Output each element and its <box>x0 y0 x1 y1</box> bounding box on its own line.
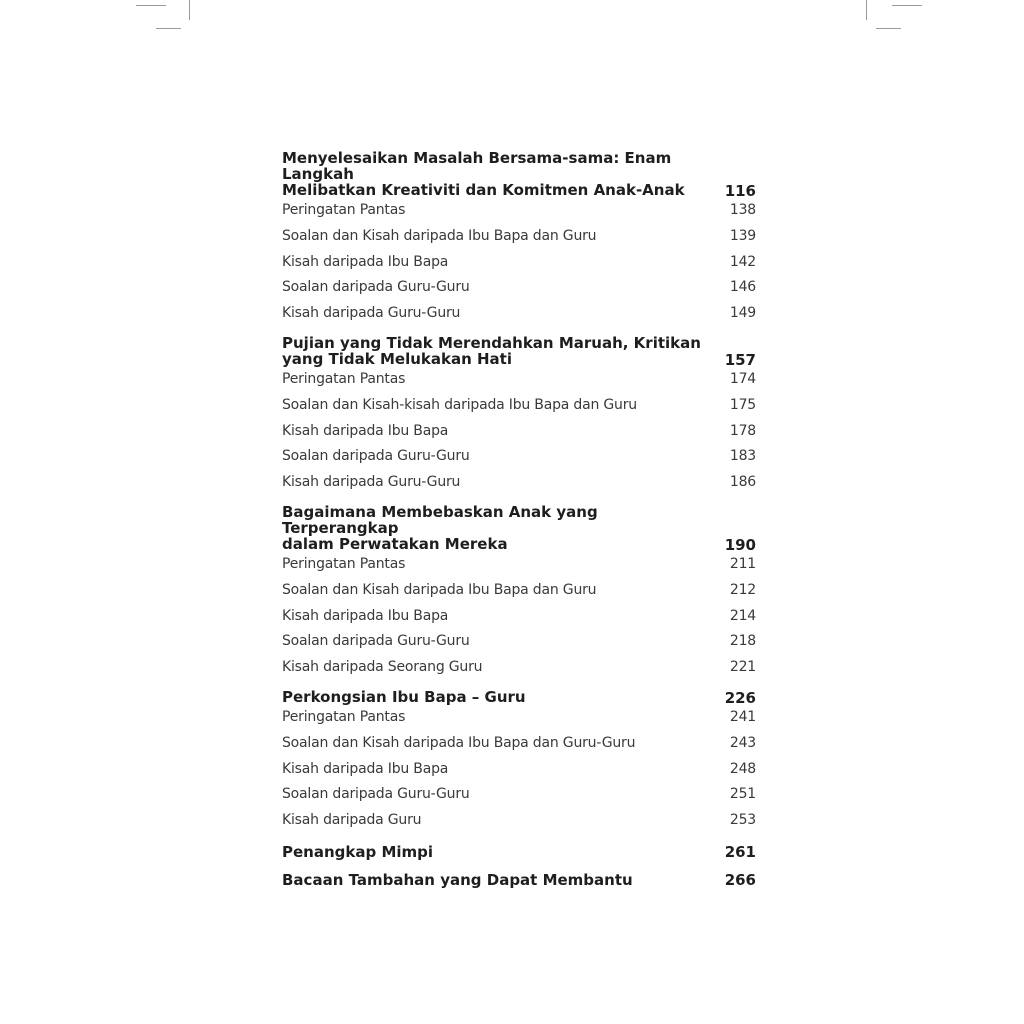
crop-mark-top-right-h2 <box>876 28 901 29</box>
chapter-heading <box>282 689 756 705</box>
toc-entry-label: Peringatan Pantas <box>282 555 406 572</box>
toc-entry-label: Soalan dan Kisah daripada Ibu Bapa dan Guru-Guru <box>282 734 636 751</box>
toc-section <box>282 504 756 681</box>
toc-entry <box>282 393 756 419</box>
crop-mark-top-left-v <box>189 0 190 20</box>
toc-entry-page-number: 218 <box>729 633 756 650</box>
toc-entry-label: Soalan dan Kisah daripada Ibu Bapa dan Guru <box>282 581 597 598</box>
toc-section <box>282 335 756 496</box>
toc-entry-page-number: 178 <box>729 422 756 439</box>
toc-entry-label: Peringatan Pantas <box>282 370 406 387</box>
toc-entry-page-number: 186 <box>729 474 756 491</box>
toc-entry-page-number: 146 <box>729 279 756 296</box>
toc-entry <box>282 301 756 327</box>
toc-entry-page-number: 175 <box>729 396 756 413</box>
toc-entry <box>282 198 756 224</box>
toc-entry-label: Peringatan Pantas <box>282 708 406 725</box>
toc-entry-page-number: 214 <box>729 607 756 624</box>
toc-entry <box>282 419 756 445</box>
toc-entry-page-number: 138 <box>729 202 756 218</box>
toc-entry <box>282 604 756 630</box>
chapter-heading <box>282 838 756 866</box>
chapter-title-line: Melibatkan Kreativiti dan Komitmen Anak-Anak <box>282 181 685 199</box>
chapter-page-number: 116 <box>724 182 756 200</box>
toc-entry <box>282 731 756 757</box>
toc-entry <box>282 629 756 655</box>
toc-entry <box>282 367 756 393</box>
chapter-heading <box>282 150 756 198</box>
chapter-title: Penangkap Mimpi <box>282 842 434 861</box>
toc-entry-label: Peringatan Pantas <box>282 202 406 218</box>
toc-entry-page-number: 241 <box>729 708 756 725</box>
toc-section <box>282 689 756 834</box>
crop-mark-top-right-v <box>866 0 867 20</box>
chapter-page-number: 261 <box>724 842 756 861</box>
toc-entry-label: Kisah daripada Seorang Guru <box>282 659 483 676</box>
toc-entry <box>282 470 756 496</box>
toc-entry-label: Soalan daripada Guru-Guru <box>282 448 470 465</box>
toc-entry-page-number: 211 <box>729 555 756 572</box>
chapter-title-line: Perkongsian Ibu Bapa – Guru <box>282 687 526 706</box>
chapter-title-line: dalam Perwatakan Mereka <box>282 534 508 553</box>
toc-entry-label: Soalan daripada Guru-Guru <box>282 786 470 803</box>
toc-entry-label: Kisah daripada Guru <box>282 812 422 829</box>
crop-mark-top-right-h <box>892 5 922 6</box>
toc-entry-label: Kisah daripada Ibu Bapa <box>282 760 449 777</box>
toc-entry <box>282 757 756 783</box>
chapter-title: Bacaan Tambahan yang Dapat Membantu <box>282 870 633 889</box>
toc-section <box>282 150 756 327</box>
toc-entry <box>282 444 756 470</box>
chapter-page-number: 226 <box>724 688 756 707</box>
toc-entry <box>282 578 756 604</box>
toc-entry-page-number: 251 <box>729 786 756 803</box>
chapter-heading <box>282 335 756 367</box>
toc-entry-page-number: 174 <box>729 370 756 387</box>
toc-entry-page-number: 248 <box>729 760 756 777</box>
toc-entry <box>282 705 756 731</box>
toc-entry-label: Kisah daripada Ibu Bapa <box>282 422 449 439</box>
toc-entry-page-number: 221 <box>729 659 756 676</box>
chapter-heading <box>282 866 756 894</box>
chapter-page-number: 157 <box>724 350 756 369</box>
toc-entry-label: Soalan daripada Guru-Guru <box>282 633 470 650</box>
toc-entry-label: Kisah daripada Ibu Bapa <box>282 253 449 270</box>
toc-entry-label: Soalan daripada Guru-Guru <box>282 279 470 296</box>
toc-entry <box>282 224 756 250</box>
toc-entry-label: Soalan dan Kisah-kisah daripada Ibu Bapa dan Guru <box>282 396 637 413</box>
toc-entry-page-number: 149 <box>729 305 756 322</box>
toc-entry-page-number: 212 <box>729 581 756 598</box>
toc-entry <box>282 655 756 681</box>
crop-mark-top-left-h2 <box>156 28 181 29</box>
toc-entry-page-number: 253 <box>729 812 756 829</box>
toc-entry <box>282 275 756 301</box>
toc-entry-label: Kisah daripada Ibu Bapa <box>282 607 449 624</box>
chapter-heading <box>282 504 756 552</box>
toc-entry-page-number: 142 <box>729 253 756 270</box>
toc-entry-page-number: 183 <box>729 448 756 465</box>
chapter-title-line: Pujian yang Tidak Merendahkan Maruah, Kritikan <box>282 333 701 352</box>
toc-entry-page-number: 139 <box>729 227 756 244</box>
chapter-title-line: Bagaimana Membebaskan Anak yang Terperangkap <box>282 502 598 537</box>
toc-entry-label: Kisah daripada Guru-Guru <box>282 305 461 322</box>
chapter-page-number: 190 <box>724 535 756 554</box>
toc-entry-page-number: 243 <box>729 734 756 751</box>
toc-entry-label: Soalan dan Kisah daripada Ibu Bapa dan Guru <box>282 227 597 244</box>
table-of-contents <box>282 150 756 894</box>
toc-entry <box>282 782 756 808</box>
toc-entry <box>282 808 756 834</box>
crop-mark-top-left-h <box>136 5 166 6</box>
toc-entry <box>282 552 756 578</box>
chapter-title-line: yang Tidak Melukakan Hati <box>282 349 512 368</box>
chapter-page-number: 266 <box>724 870 756 889</box>
toc-entry <box>282 250 756 276</box>
chapter-title-line: Menyelesaikan Masalah Bersama-sama: Enam Langkah <box>282 149 672 183</box>
toc-entry-label: Kisah daripada Guru-Guru <box>282 474 461 491</box>
